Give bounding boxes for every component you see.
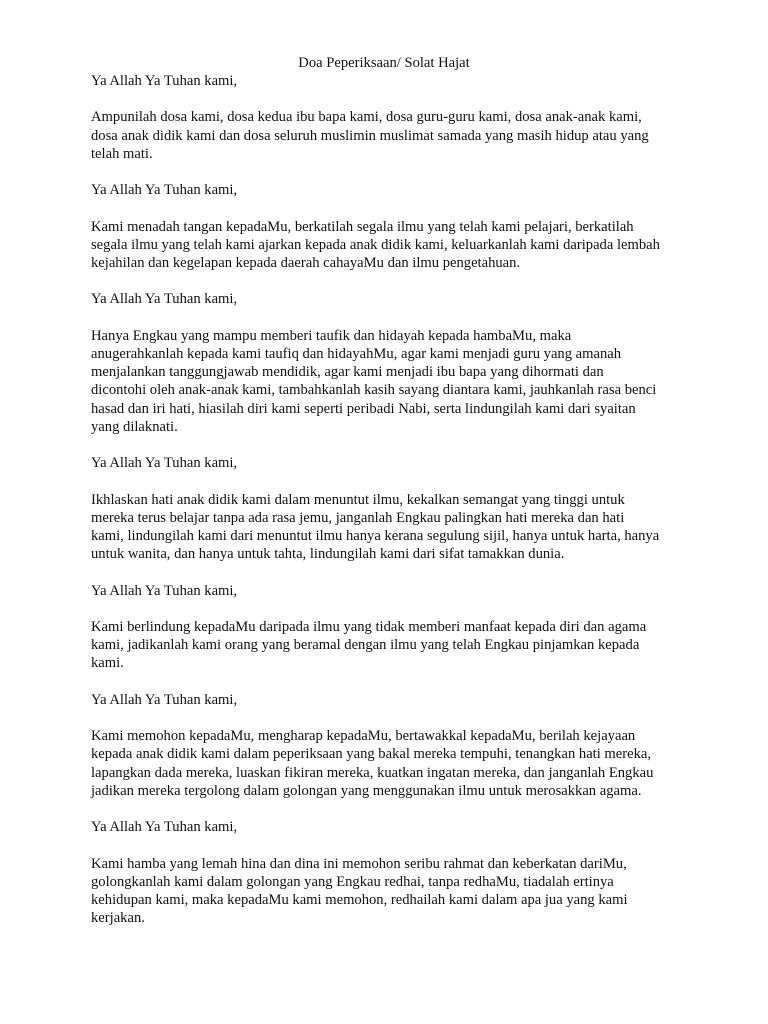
salutation-paragraph xyxy=(91,72,691,90)
prayer-paragraph xyxy=(91,108,691,163)
text-line: mereka terus belajar tanpa ada rasa jemu, janganlah Engkau palingkan hati mereka dan hati xyxy=(91,509,625,526)
salutation-paragraph xyxy=(91,181,691,199)
prayer-paragraph xyxy=(91,218,691,273)
prayer-paragraph xyxy=(91,618,691,673)
prayer-paragraph xyxy=(91,855,691,928)
text-line: Ya Allah Ya Tuhan kami, xyxy=(91,291,238,308)
text-line: lapangkan dada mereka, luaskan fikiran mereka, kuatkan ingatan mereka, dan janganlah Engkau xyxy=(91,764,654,781)
salutation-paragraph xyxy=(91,691,691,709)
text-line: dicontohi oleh anak-anak kami, tambahkanlah kasih sayang diantara kami, jauhkanlah rasa benci xyxy=(91,382,657,399)
text-line: kami. xyxy=(91,655,124,672)
prayer-paragraph xyxy=(91,491,691,564)
text-line: kepada anak didik kami dalam peperiksaan yang bakal mereka tempuhi, tenangkan hati mereka, xyxy=(91,746,652,763)
text-line: Kami berlindung kepadaMu daripada ilmu yang tidak memberi manfaat kepada diri dan agama xyxy=(91,618,647,635)
salutation-paragraph xyxy=(91,818,691,836)
text-line: Ya Allah Ya Tuhan kami, xyxy=(91,819,238,836)
document-title: Doa Peperiksaan/ Solat Hajat xyxy=(298,55,470,71)
text-line: Ampunilah dosa kami, dosa kedua ibu bapa kami, dosa guru-guru kami, dosa anak-anak kami, xyxy=(91,109,642,126)
salutation-paragraph xyxy=(91,290,691,308)
text-line: jadikan mereka tergolong dalam golongan yang menggunakan ilmu untuk merosakkan agama. xyxy=(91,782,642,799)
prayer-paragraph xyxy=(91,727,691,800)
text-line: segala ilmu yang telah kami ajarkan kepada anak didik kami, keluarkanlah kami daripada lembah xyxy=(91,236,660,253)
text-line: Ikhlaskan hati anak didik kami dalam menuntut ilmu, kekalkan semangat yang tinggi untuk xyxy=(91,491,625,508)
text-line: anugerahkanlah kepada kami taufiq dan hidayahMu, agar kami menjadi guru yang amanah xyxy=(91,345,622,362)
text-line: Hanya Engkau yang mampu memberi taufik dan hidayah kepada hambaMu, maka xyxy=(91,327,572,344)
text-line: Ya Allah Ya Tuhan kami, xyxy=(91,182,238,199)
text-line: kerjakan. xyxy=(91,910,145,927)
text-line: Ya Allah Ya Tuhan kami, xyxy=(91,73,238,89)
text-line: Ya Allah Ya Tuhan kami, xyxy=(91,691,238,708)
text-line: Kami menadah tangan kepadaMu, berkatilah segala ilmu yang telah kami pelajari, berkatilah xyxy=(91,218,634,235)
text-line: untuk wanita, dan hanya untuk tahta, lindungilah kami dari sifat tamakkan dunia. xyxy=(91,546,565,563)
text-line: kami, jadikanlah kami orang yang beramal dengan ilmu yang telah Engkau pinjamkan kepada xyxy=(91,637,640,654)
text-line: Kami memohon kepadaMu, mengharap kepadaMu, bertawakkal kepadaMu, berilah kejayaan xyxy=(91,728,636,745)
text-line: menjalankan tanggungjawab mendidik, agar kami menjadi ibu bapa yang dihormati dan xyxy=(91,364,604,381)
document-body xyxy=(91,72,691,946)
text-line: hasad dan iri hati, hiasilah diri kami seperti peribadi Nabi, serta lindungilah kami dari syaitan xyxy=(91,400,636,417)
text-line: telah mati. xyxy=(91,145,153,162)
salutation-paragraph xyxy=(91,582,691,600)
text-line: Ya Allah Ya Tuhan kami, xyxy=(91,582,238,599)
salutation-paragraph xyxy=(91,454,691,472)
text-line: kami, lindungilah kami dari menuntut ilmu hanya kerana segulung sijil, hanya untuk harta, hanya xyxy=(91,527,660,544)
prayer-paragraph xyxy=(91,327,691,436)
text-line: golongkanlah kami dalam golongan yang Engkau redhai, tanpa redhaMu, tiadalah ertinya xyxy=(91,873,614,890)
text-line: yang dilaknati. xyxy=(91,418,178,435)
text-line: kehidupan kami, maka kepadaMu kami memohon, redhailah kami dalam apa jua yang kami xyxy=(91,891,628,908)
text-line: kejahilan dan kegelapan kepada daerah cahayaMu dan ilmu pengetahuan. xyxy=(91,254,521,271)
text-line: dosa anak didik kami dan dosa seluruh muslimin muslimat samada yang masih hidup atau yang xyxy=(91,127,649,144)
text-line: Ya Allah Ya Tuhan kami, xyxy=(91,455,238,472)
text-line: Kami hamba yang lemah hina dan dina ini memohon seribu rahmat dan keberkatan dariMu, xyxy=(91,855,627,872)
